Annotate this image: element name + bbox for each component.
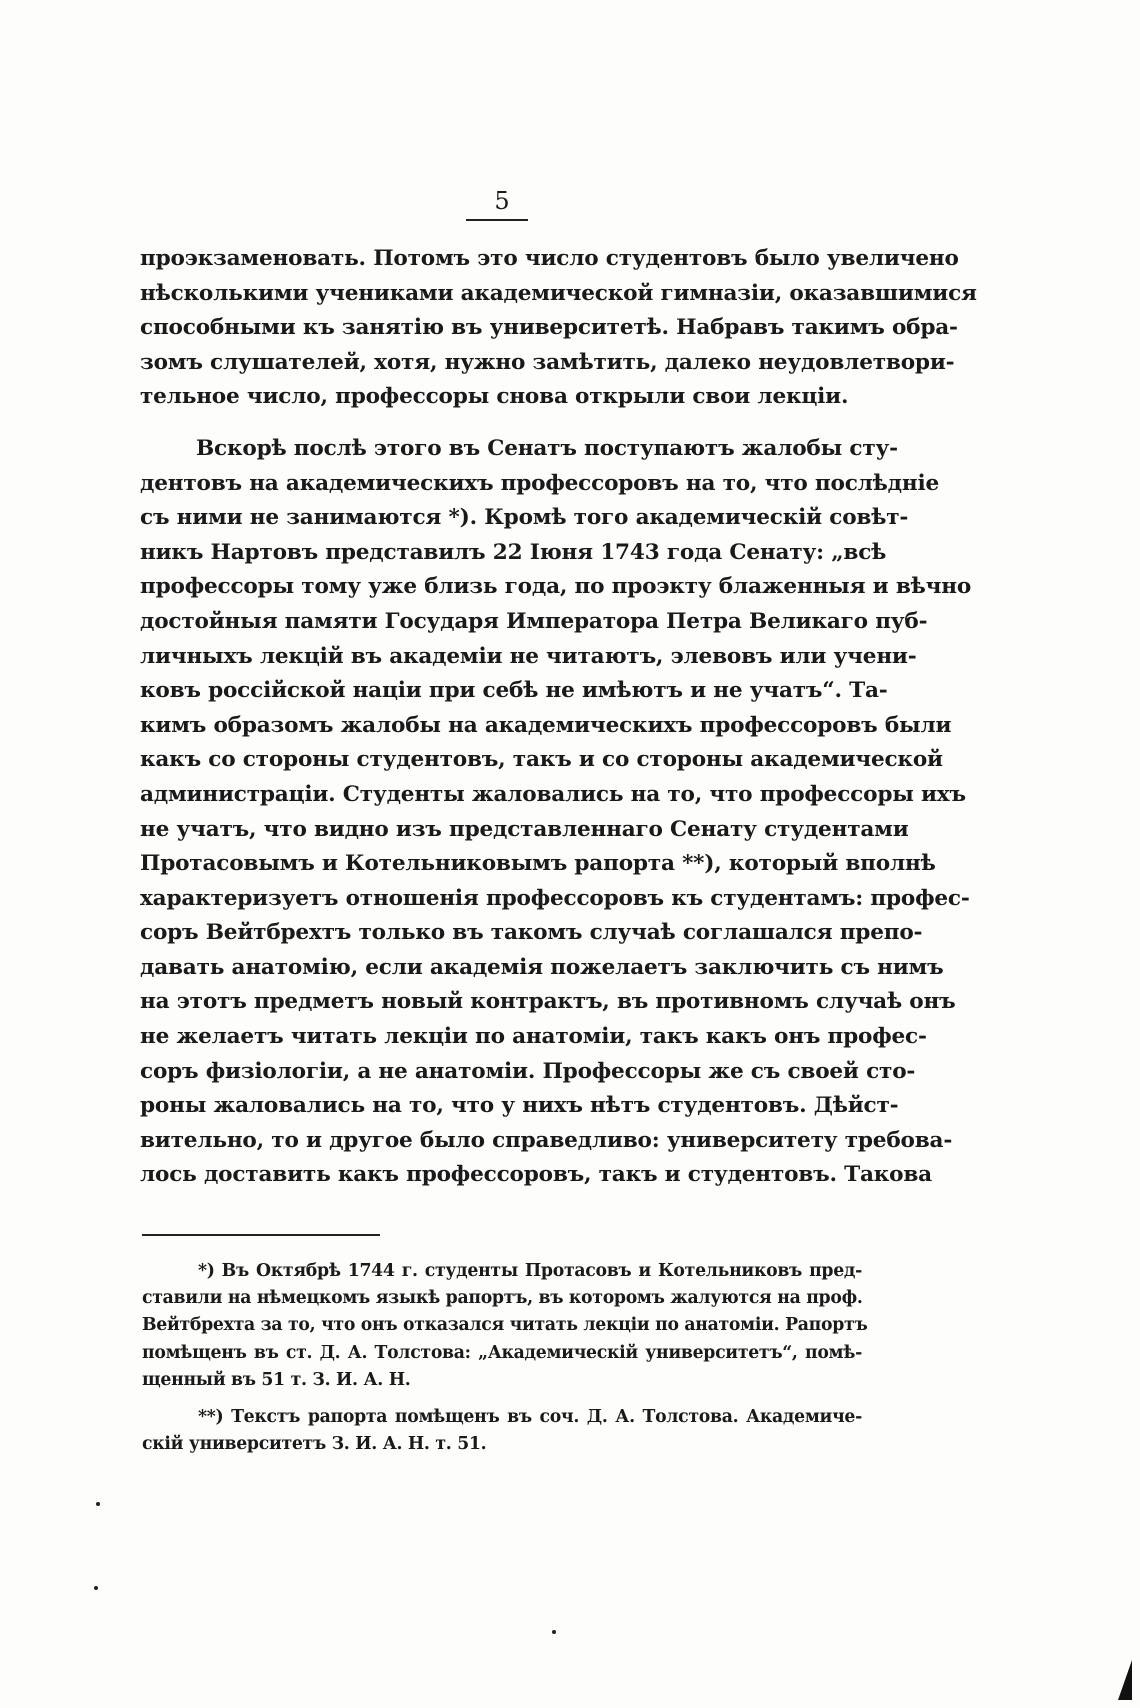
footnote-line: щенный въ 51 т. З. И. А. Н. xyxy=(142,1369,411,1390)
footnote-line: помѣщенъ въ ст. Д. А. Толстова: „Академическій университетъ“, помѣ- xyxy=(142,1342,862,1363)
body-line: личныхъ лекцій въ академіи не читаютъ, элевовъ или учени- xyxy=(140,643,917,669)
page-number-rule xyxy=(466,219,528,221)
body-line: лось доставить какъ профессоровъ, такъ и студентовъ. Такова xyxy=(140,1162,932,1188)
scan-speck xyxy=(94,1586,98,1590)
body-line: дентовъ на академическихъ профессоровъ на то, что послѣдніе xyxy=(140,470,940,496)
body-line: какъ со стороны студентовъ, такъ и со стороны академической xyxy=(140,747,943,773)
footnote-line: *) Въ Октябрѣ 1744 г. студенты Протасовъ и Котельниковъ пред- xyxy=(198,1261,862,1281)
body-line: проэкзаменовать. Потомъ это число студентовъ было увеличено xyxy=(140,246,959,271)
page-number: 5 xyxy=(494,187,510,215)
footnote-line: ставили на нѣмецкомъ языкѣ рапортъ, въ которомъ жалуются на проф. xyxy=(142,1288,863,1309)
body-line: ковъ россійской націи при себѣ не имѣютъ и не учатъ“. Та- xyxy=(140,678,888,704)
body-line: кимъ образомъ жалобы на академическихъ профессоровъ были xyxy=(140,712,952,738)
body-line: давать анатомію, если академія пожелаетъ заключить съ нимъ xyxy=(140,954,944,980)
body-line: характеризуетъ отношенія профессоровъ къ студентамъ: профес- xyxy=(140,885,970,911)
footnote-separator xyxy=(142,1234,380,1236)
body-line: зомъ слушателей, хотя, нужно замѣтить, далеко неудовлетвори- xyxy=(140,349,955,375)
body-line: способными къ занятію въ университетѣ. Набравъ такимъ обра- xyxy=(140,315,958,341)
body-line: соръ физіологіи, а не анатоміи. Профессоры же съ своей сто- xyxy=(140,1058,916,1084)
body-line: администраціи. Студенты жаловались на то, что профессоры ихъ xyxy=(140,781,966,807)
body-line: Вскорѣ послѣ этого въ Сенатъ поступаютъ жалобы сту- xyxy=(196,435,898,461)
footnote-line: скій университетъ З. И. А. Н. т. 51. xyxy=(142,1434,487,1455)
body-line: профессоры тому уже близь года, по проэкту блаженныя и вѣчно xyxy=(140,574,972,600)
footnotes xyxy=(142,1258,868,1458)
body-line: нѣсколькими учениками академической гимназіи, оказавшимися xyxy=(140,280,977,306)
body-line: тельное число, профессоры снова открыли свои лекціи. xyxy=(140,384,849,410)
footnote-line: Вейтбрехта за то, что онъ отказался читать лекціи по анатоміи. Рапортъ xyxy=(142,1315,868,1336)
scan-corner-mark xyxy=(1118,1660,1132,1700)
body-text xyxy=(140,242,977,1193)
scan-speck xyxy=(552,1630,556,1634)
body-line: соръ Вейтбрехтъ только въ такомъ случаѣ соглашался препо- xyxy=(140,920,923,946)
footnote-line: **) Текстъ рапорта помѣщенъ въ соч. Д. А. Толстова. Академиче- xyxy=(198,1406,862,1427)
scan-speck xyxy=(96,1502,100,1506)
body-line: на этотъ предметъ новый контрактъ, въ противномъ случаѣ онъ xyxy=(140,989,956,1015)
body-line: Протасовымъ и Котельниковымъ рапорта **), который вполнѣ xyxy=(140,851,936,877)
body-line: вительно, то и другое было справедливо: университету требова- xyxy=(140,1127,953,1153)
body-line: никъ Нартовъ представилъ 22 Іюня 1743 года Сенату: „всѣ xyxy=(140,539,887,565)
body-line: достойныя памяти Государя Императора Петра Великаго пуб- xyxy=(140,608,928,634)
body-line: не желаетъ читать лекціи по анатоміи, такъ какъ онъ профес- xyxy=(140,1024,927,1050)
body-line: не учатъ, что видно изъ представленнаго Сенату студентами xyxy=(140,816,909,842)
body-line: роны жаловались на то, что у нихъ нѣтъ студентовъ. Дѣйст- xyxy=(140,1093,899,1119)
body-line: съ ними не занимаются *). Кромѣ того академическій совѣт- xyxy=(140,505,909,531)
